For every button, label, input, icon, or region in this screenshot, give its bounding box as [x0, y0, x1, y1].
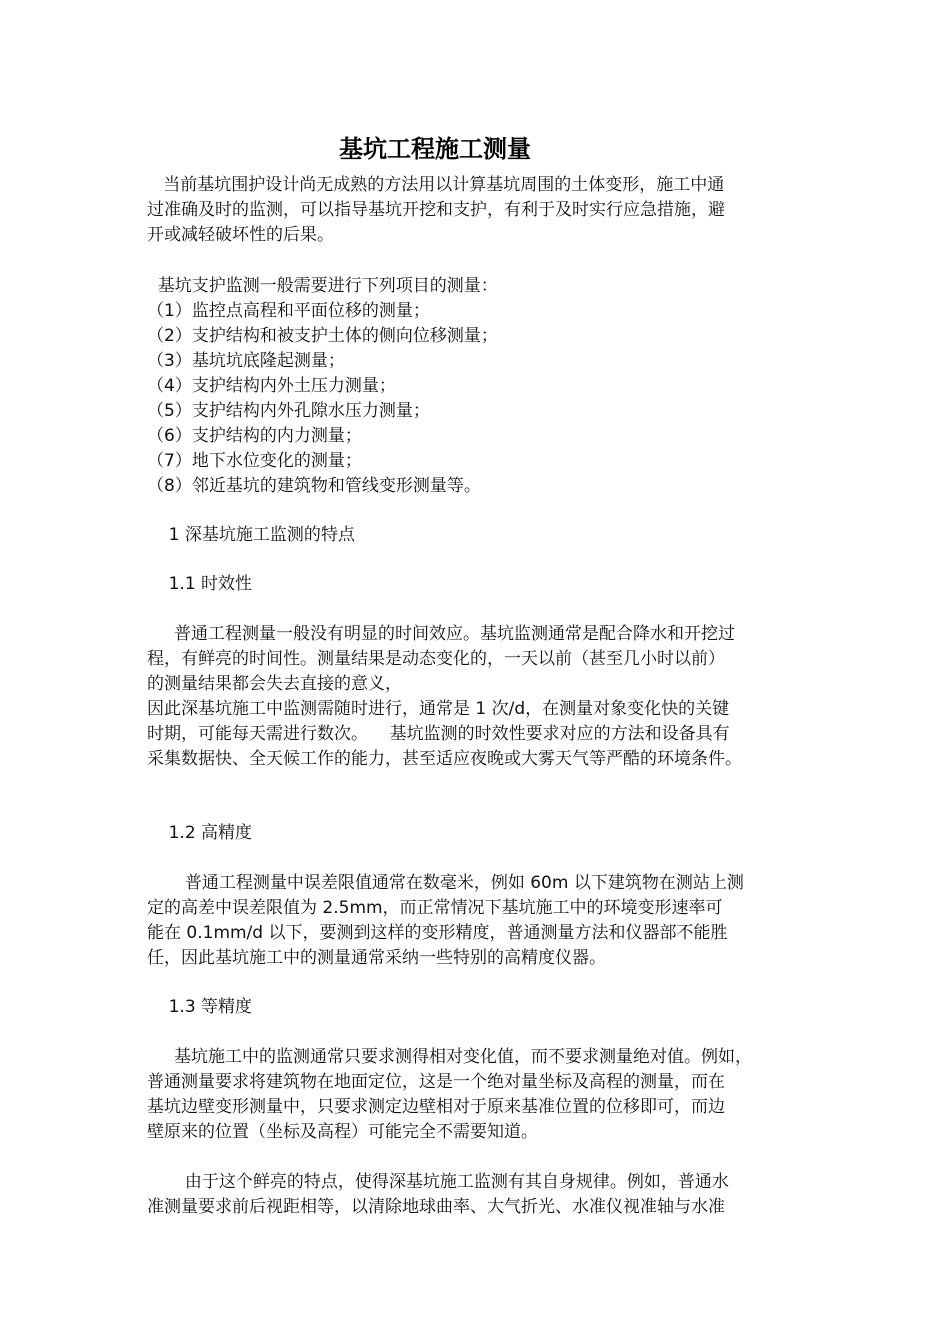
list-item: （6）支护结构的内力测量； — [147, 426, 362, 446]
subsection-heading: 1.1 时效性 — [147, 574, 253, 594]
para-equal-precision: 壁原来的位置（坐标及高程）可能完全不需要知道。 — [147, 1122, 538, 1142]
list-intro: 基坑支护监测一般需要进行下列项目的测量： — [147, 276, 498, 296]
para-timeliness: 采集数据快、全天候工作的能力，甚至适应夜晚或大雾天气等严酷的环境条件。 — [147, 749, 742, 769]
list-item: （7）地下水位变化的测量； — [147, 451, 362, 471]
para-intro: 开或减轻破坏性的后果。 — [147, 225, 334, 245]
list-item: （4）支护结构内外土压力测量； — [147, 376, 396, 396]
list-item: （8）邻近基坑的建筑物和管线变形测量等。 — [147, 476, 481, 496]
para-timeliness: 的测量结果都会失去直接的意义， — [147, 674, 402, 694]
para-precision: 任，因此基坑施工中的测量通常采纳一些特别的高精度仪器。 — [147, 948, 606, 968]
list-item: （2）支护结构和被支护土体的侧向位移测量； — [147, 326, 498, 346]
para-regularity: 准测量要求前后视距相等，以清除地球曲率、大气折光、水准仪视准轴与水准 — [147, 1197, 725, 1217]
para-intro: 当前基坑围护设计尚无成熟的方法用以计算基坑周围的土体变形，施工中通 — [147, 175, 725, 195]
para-timeliness: 因此深基坑施工中监测需随时进行，通常是 1 次/d，在测量对象变化快的关键 — [147, 699, 730, 719]
para-intro: 过准确及时的监测，可以指导基坑开挖和支护，有利于及时实行应急措施，避 — [147, 200, 725, 220]
para-regularity: 由于这个鲜亮的特点，使得深基坑施工监测有其自身规律。例如，普通水 — [147, 1172, 729, 1192]
para-equal-precision: 基坑边壁变形测量中，只要求测定边壁相对于原来基准位置的位移即可，而边 — [147, 1097, 725, 1117]
subsection-heading: 1.2 高精度 — [147, 823, 253, 843]
para-timeliness: 程，有鲜亮的时间性。测量结果是动态变化的，一天以前（甚至几小时以前） — [147, 649, 725, 669]
para-equal-precision: 普通测量要求将建筑物在地面定位，这是一个绝对量坐标及高程的测量，而在 — [147, 1072, 725, 1092]
para-equal-precision: 基坑施工中的监测通常只要求测得相对变化值，而不要求测量绝对值。例如， — [147, 1047, 753, 1067]
list-item: （3）基坑坑底隆起测量； — [147, 351, 345, 371]
para-precision: 能在 0.1mm/d 以下，要测到这样的变形精度，普通测量方法和仪器部不能胜 — [147, 923, 728, 943]
para-precision: 定的高差中误差限值为 2.5mm，而正常情况下基坑施工中的环境变形速率可 — [147, 898, 723, 918]
para-timeliness: 时期，可能每天需进行数次。 基坑监测的时效性要求对应的方法和设备具有 — [147, 724, 730, 744]
list-item: （5）支护结构内外孔隙水压力测量； — [147, 401, 430, 421]
document-title: 基坑工程施工测量 — [339, 134, 531, 163]
para-timeliness: 普通工程测量一般没有明显的时间效应。基坑监测通常是配合降水和开挖过 — [147, 624, 736, 644]
list-item: （1）监控点高程和平面位移的测量； — [147, 301, 430, 321]
para-precision: 普通工程测量中误差限值通常在数毫米，例如 60m 以下建筑物在测站上测 — [147, 873, 744, 893]
section-heading: 1 深基坑施工监测的特点 — [147, 525, 355, 545]
subsection-heading: 1.3 等精度 — [147, 997, 253, 1017]
